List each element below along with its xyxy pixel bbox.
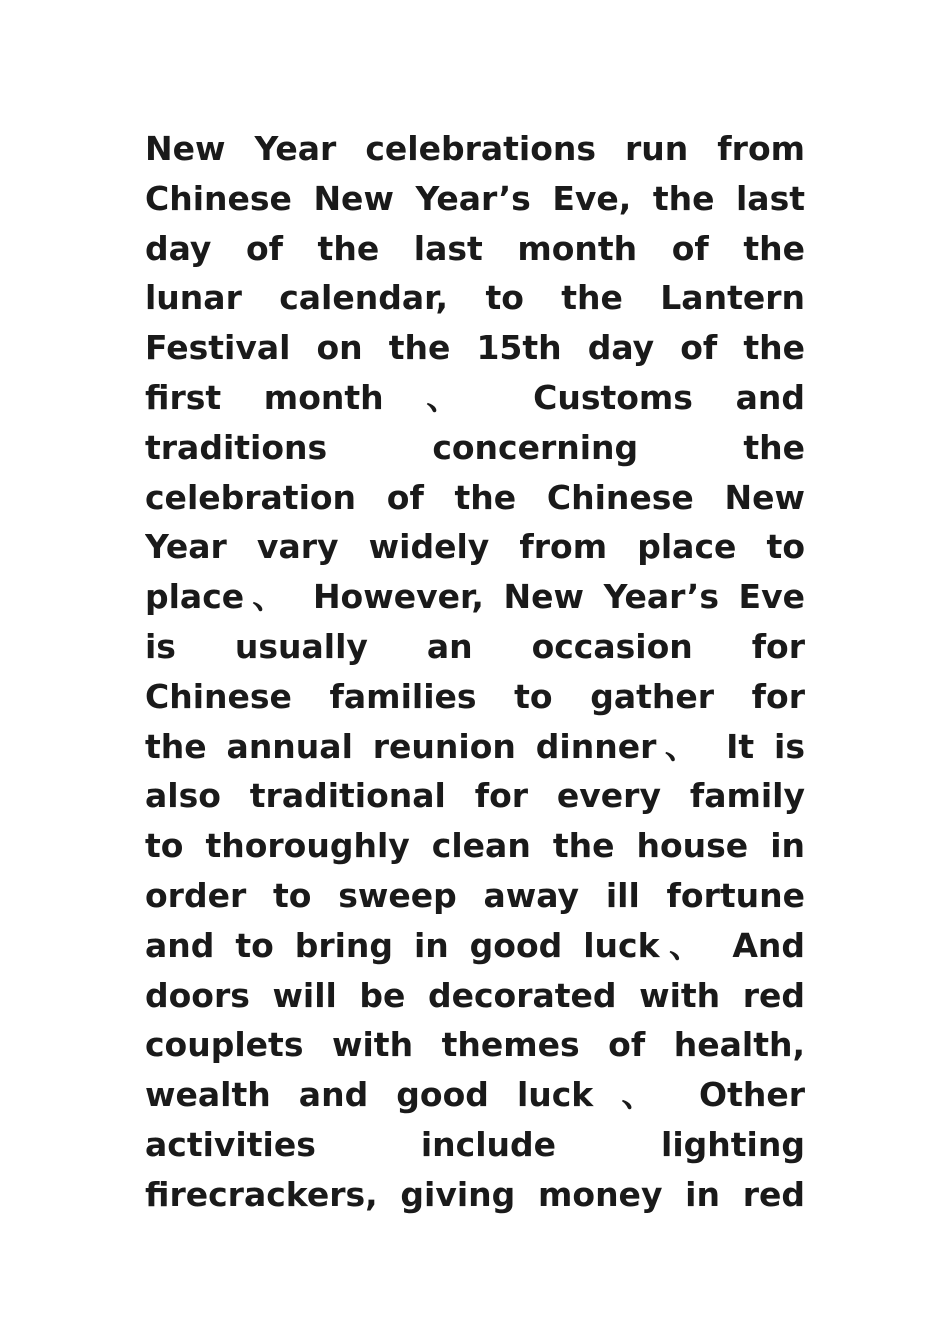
paragraph-line: Festival on the 15th day of the [145,328,805,368]
paragraph-line: first month 、 Customs and [145,377,805,417]
paragraph-line: activities include lighting [145,1124,805,1164]
paragraph-line: wealth and good luck 、 Other [145,1075,805,1115]
body-paragraph [145,124,805,1220]
paragraph-line: day of the last month of the [145,228,805,268]
paragraph-line: couplets with themes of health, [145,1025,805,1065]
paragraph-line: firecrackers, giving money in red [145,1174,805,1214]
paragraph-line: doors will be decorated with red [145,975,805,1015]
paragraph-line: lunar calendar, to the Lantern [145,278,805,318]
paragraph-line: to thoroughly clean the house in [145,826,805,866]
paragraph-line: place、 However, New Year’s Eve [145,577,805,617]
paragraph-line: traditions concerning the [145,427,805,467]
paragraph-line: the annual reunion dinner、 It is [145,726,805,766]
paragraph-line: Chinese New Year’s Eve, the last [145,178,805,218]
paragraph-line: is usually an occasion for [145,626,805,666]
paragraph-line: also traditional for every family [145,776,805,816]
paragraph-line: New Year celebrations run from [145,129,805,168]
paragraph-line: Year vary widely from place to [145,527,805,567]
paragraph-line: celebration of the Chinese New [145,477,805,517]
paragraph-line: and to bring in good luck、 And [145,925,805,965]
paragraph-line: Chinese families to gather for [145,676,805,716]
paragraph-line: order to sweep away ill fortune [145,875,805,915]
